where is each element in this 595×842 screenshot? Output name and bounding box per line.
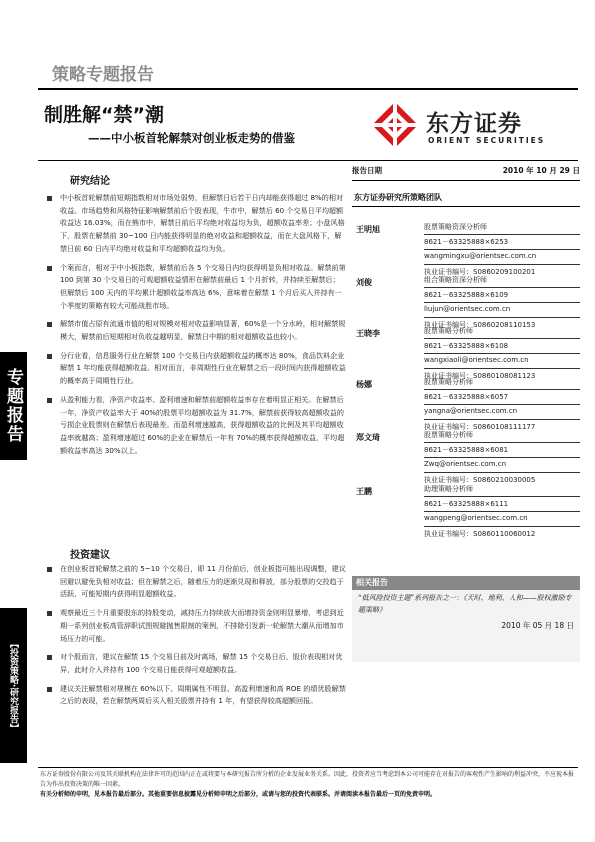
analyst-role: 股票策略分析师 bbox=[424, 431, 473, 439]
related-report-heading: 相关报告 bbox=[352, 576, 580, 590]
analyst-name: 王明旭 bbox=[356, 225, 380, 234]
logo-name-cn: 东方证券 bbox=[426, 111, 522, 137]
analyst-phone: 8621－63325888×6108 bbox=[424, 342, 509, 350]
analyst-card bbox=[356, 275, 580, 333]
analyst-card bbox=[356, 326, 580, 384]
header-rule bbox=[38, 88, 578, 90]
divider bbox=[424, 457, 580, 458]
divider bbox=[424, 472, 580, 473]
analyst-role: 股票策略分析师 bbox=[424, 327, 473, 335]
divider bbox=[424, 249, 580, 250]
analyst-card bbox=[356, 377, 580, 435]
analyst-email[interactable]: liujun@orientsec.com.cn bbox=[424, 305, 511, 313]
analyst-card bbox=[356, 430, 580, 488]
report-date-label: 报告日期 bbox=[352, 166, 382, 175]
analyst-license: 执业证书编号：S0860209100201 bbox=[424, 268, 536, 276]
analyst-role: 组合策略资深分析师 bbox=[424, 276, 487, 284]
analyst-email[interactable]: wangpeng@orientsec.com.cn bbox=[424, 514, 528, 522]
research-item: 解禁市值占原有流通市值的相对规模对相对收益影响显著，60%是一个分水岭，相对解禁规模大，解禁前后短期相对负收益越明显，解禁日中期的相对超额收益也较小。 bbox=[46, 318, 346, 343]
analyst-license: 执业证书编号：S0860210030005 bbox=[424, 476, 536, 484]
divider bbox=[424, 234, 580, 235]
analyst-email[interactable]: wangmingxu@orientsec.com.cn bbox=[424, 252, 537, 260]
analyst-role: 股票策略资深分析师 bbox=[424, 223, 487, 231]
company-logo bbox=[370, 100, 580, 152]
divider bbox=[424, 526, 580, 527]
analyst-role: 股票策略分析师 bbox=[424, 378, 473, 386]
divider bbox=[424, 389, 580, 390]
analyst-phone: 8621－63325888×6081 bbox=[424, 446, 509, 454]
research-item: 从盈利能力看，净资产收益率、盈利增速和解禁前超额收益率存在着明显正相关。在解禁后一年，净资产收益率大于 40%的股票平均超额收益为 31.7%，解禁前获得较高超额收益的亏损企业股票则在解禁后表现最差。而盈利增速越高，获得超额收益的比例及其平均超额收益率就越高；盈利增速超过 60%的企业在解禁后一年有 70%的概率获得超额收益，平均超额收益率高达 30%以上。 bbox=[46, 394, 346, 458]
title-rule bbox=[38, 160, 578, 161]
team-title: 东方证券研究所策略团队 bbox=[354, 193, 442, 202]
divider bbox=[424, 287, 580, 288]
analyst-email[interactable]: yangna@orientsec.com.cn bbox=[424, 407, 518, 415]
divider bbox=[424, 368, 580, 369]
divider bbox=[424, 302, 580, 303]
analyst-name: 杨娜 bbox=[356, 380, 372, 389]
analyst-license: 执业证书编号：S0860108081123 bbox=[424, 372, 536, 380]
related-report-date: 2010 年 05 月 18 日 bbox=[501, 621, 574, 630]
analyst-email[interactable]: wangxiaoli@orientsec.com.cn bbox=[424, 356, 529, 364]
analyst-email[interactable]: Zwq@orientsec.com.cn bbox=[424, 460, 507, 468]
disclaimer bbox=[40, 770, 576, 800]
advice-item: 建议关注解禁相对规模在 60%以下、周期属性不明显、高盈利增速和高 ROE 的绩优股解禁之后的表现，若在解禁两周后买入相关股票并持有 1 年，有望获得较高超额回报。 bbox=[46, 683, 346, 708]
advice-item: 对个股而言，建议在解禁 15 个交易日前及时离场，解禁 15 个交易日后，股价表现相对优异，此时介入并持有 100 个交易日能获得可观超额收益。 bbox=[46, 651, 346, 676]
analyst-phone: 8621－63325888×6057 bbox=[424, 393, 509, 401]
research-list bbox=[46, 192, 346, 463]
report-date bbox=[352, 165, 580, 176]
divider bbox=[424, 419, 580, 420]
research-item: 分行业看，信息服务行业在解禁 100 个交易日内获超额收益的概率达 80%，食品饮料企业解禁 1 年均能获得超额收益。相对而言，非周期性行业在解禁之后一段时间内获得超额收益的概率高于周期性行业。 bbox=[46, 350, 346, 388]
team-rule bbox=[352, 206, 580, 207]
divider bbox=[424, 404, 580, 405]
analyst-name: 王晓李 bbox=[356, 329, 380, 338]
date-rule bbox=[352, 180, 580, 181]
main-title: 制胜解“禁”潮 bbox=[44, 104, 164, 126]
advice-heading: 投资建议 bbox=[70, 550, 110, 561]
disclaimer-notice: 有关分析师的申明，见本报告最后部分。其他重要信息披露见分析师申明之后部分，或请与您的投资代表联系。并请阅读本报告最后一页的免责申明。 bbox=[40, 791, 437, 798]
analyst-phone: 8621－63325888×6109 bbox=[424, 291, 509, 299]
sub-title: ——中小板首轮解禁对创业板走势的借鉴 bbox=[88, 131, 295, 145]
related-report-link[interactable]: “低风险投资主题”系列报告之一：《天时、地利、人和——股权激励专题策略》 bbox=[358, 594, 572, 614]
orient-logo-icon bbox=[370, 100, 420, 150]
divider bbox=[424, 264, 580, 265]
divider bbox=[424, 511, 580, 512]
analyst-phone: 8621－63325888×6111 bbox=[424, 500, 509, 508]
analyst-license: 执业证书编号：S0860110060012 bbox=[424, 530, 536, 538]
analyst-card bbox=[356, 222, 580, 280]
research-item: 个案而言，相对于中小板指数，解禁前后各 5 个交易日内均获得明显负相对收益。解禁前第 100 到第 30 个交易日的可观超额收益情形在解禁前最后 1 个月折转，并持续至解禁后；但解禁后 100 天内的平均累计超额收益率高达 6%，意味着在解禁 1 个月后买入并持有一个季度的策略有较大可能战胜市场。 bbox=[46, 262, 346, 313]
analyst-name: 郑文琦 bbox=[356, 433, 380, 442]
divider bbox=[424, 442, 580, 443]
analyst-phone: 8621－63325888×6253 bbox=[424, 238, 509, 246]
logo-name-en: ORIENT SECURITIES bbox=[428, 136, 546, 145]
analyst-name: 王鹏 bbox=[356, 487, 372, 496]
advice-list bbox=[46, 563, 346, 714]
footer-rule bbox=[38, 767, 578, 768]
divider bbox=[424, 317, 580, 318]
analyst-role: 助理策略分析师 bbox=[424, 485, 473, 493]
report-date-value: 2010 年 10 月 29 日 bbox=[502, 166, 580, 175]
analyst-name: 刘俊 bbox=[356, 278, 372, 287]
advice-item: 在创业板首轮解禁之前的 5~10 个交易日，即 11 月份前后，创业板指可能出现调整，建议回避以避免负相对收益；但在解禁之后，随着压力的逐渐兑现和释放，部分股票的交投趋于活跃，可能短期内获得明显超额收益。 bbox=[46, 563, 346, 601]
analyst-license: 执业证书编号：S0860208110153 bbox=[424, 321, 536, 329]
divider bbox=[424, 353, 580, 354]
disclaimer-text: 东方证券股份有限公司及其关联机构在法律许可的范围内正在或将要与本研究报告所分析的企业发展业务关系。因此，投资者应当考虑到本公司可能存在对报告的客观性产生影响的利益冲突，不应视本报告为作出投资决策的唯一因素。 bbox=[40, 771, 575, 788]
research-heading: 研究结论 bbox=[70, 176, 110, 187]
sidebar-tag-report: 专题报告 bbox=[0, 352, 27, 460]
divider bbox=[424, 496, 580, 497]
analyst-license: 执业证书编号：S0860108111177 bbox=[424, 423, 536, 431]
divider bbox=[424, 338, 580, 339]
report-type: 策略专题报告 bbox=[52, 65, 154, 85]
advice-item: 观察最近三个月重要股东的持股变动，减持压力持续放大而增持资金则明显暴增，考虑到近期一系列创业板高管辞职试图规避抛售限制的案例，不排除引发新一轮解禁大潮从而增加市场压力的可能。 bbox=[46, 607, 346, 645]
analyst-card bbox=[356, 484, 580, 542]
sidebar-tag-category: 【投资策略·研究报告】 bbox=[0, 608, 27, 763]
research-item: 中小板首轮解禁前短期指数相对市场处弱势，但解禁日后若干日内却能获得超过 8%的相对收益。市场趋势和风格特征影响解禁前后个股表现，牛市中，解禁后 60 个交易日平均超额收益达 16.03%，而在熊市中，解禁日前后平均绝对收益均为负，超额收益率差；小盘风格下，股票在解禁前 30~100 日内能获得明显的绝对收益和超额收益，而在大盘风格下，解禁日前 60 日内平均绝对收益和平均超额收益均为负。 bbox=[46, 192, 346, 256]
